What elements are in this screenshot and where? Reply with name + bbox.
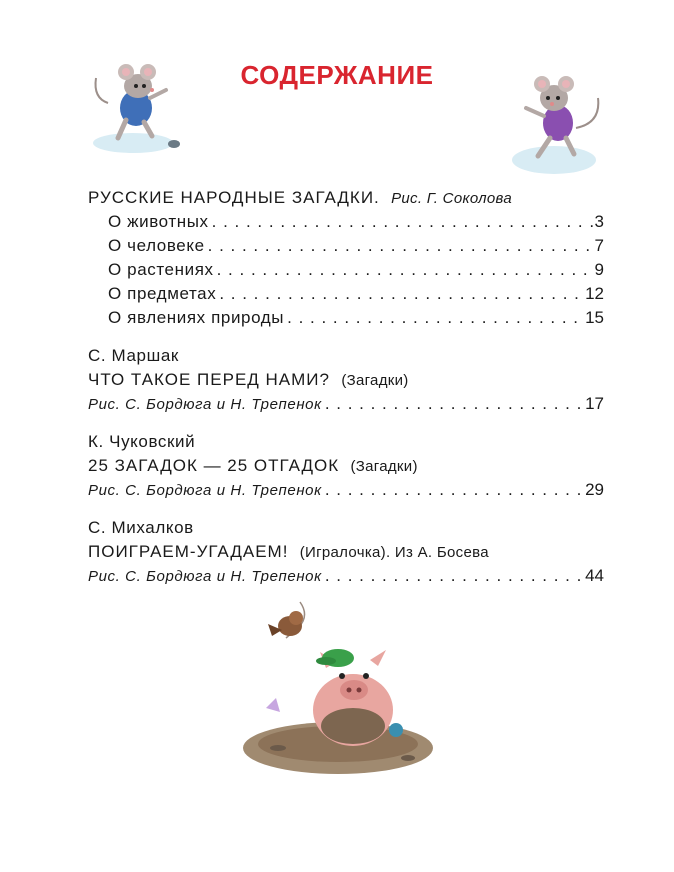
toc-entry[interactable] bbox=[88, 478, 604, 502]
page-number: 9 bbox=[594, 260, 604, 279]
toc-entry[interactable] bbox=[88, 258, 604, 282]
work-note: (Игралочка). Из А. Босева bbox=[299, 544, 489, 561]
work-note: (Загадки) bbox=[350, 458, 418, 475]
page-number: 17 bbox=[585, 394, 604, 413]
section-heading bbox=[88, 186, 604, 210]
toc-entry-label: О явлениях природы bbox=[108, 308, 285, 327]
toc-entry-label: О растениях bbox=[108, 260, 214, 279]
work-title: ЧТО ТАКОЕ ПЕРЕД НАМИ? bbox=[88, 370, 330, 389]
artist-credit: Рис. С. Бордюга и Н. Трепенок bbox=[88, 482, 322, 499]
dot-leader bbox=[208, 234, 593, 258]
page-title: СОДЕРЖАНИЕ bbox=[240, 60, 434, 90]
toc-entry[interactable] bbox=[88, 210, 604, 234]
toc-entry-label: О предметах bbox=[108, 284, 217, 303]
table-of-contents bbox=[88, 186, 604, 588]
work-title-line bbox=[88, 454, 604, 478]
work-title-line bbox=[88, 368, 604, 392]
artist-credit: Рис. С. Бордюга и Н. Трепенок bbox=[88, 396, 322, 413]
work-note: (Загадки) bbox=[341, 372, 409, 389]
dot-leader bbox=[325, 564, 583, 588]
page-number: 3 bbox=[594, 212, 604, 231]
dot-leader bbox=[325, 392, 583, 416]
author-name: К. Чуковский bbox=[88, 432, 196, 451]
page-number: 44 bbox=[585, 566, 604, 585]
pig-in-puddle-illustration bbox=[238, 598, 438, 778]
toc-entry[interactable] bbox=[88, 282, 604, 306]
toc-entry[interactable] bbox=[88, 234, 604, 258]
work-title-line bbox=[88, 540, 604, 564]
dot-leader bbox=[325, 478, 583, 502]
author-name: С. Маршак bbox=[88, 346, 179, 365]
toc-entry-label: О животных bbox=[108, 212, 209, 231]
dot-leader bbox=[217, 258, 593, 282]
work-title: 25 ЗАГАДОК — 25 ОТГАДОК bbox=[88, 456, 340, 475]
dot-leader bbox=[287, 306, 583, 330]
section-title: РУССКИЕ НАРОДНЫЕ ЗАГАДКИ. bbox=[88, 188, 380, 207]
page-number: 15 bbox=[585, 308, 604, 327]
author-name: С. Михалков bbox=[88, 518, 194, 537]
work-title: ПОИГРАЕМ-УГАДАЕМ! bbox=[88, 542, 289, 561]
toc-entry[interactable] bbox=[88, 392, 604, 416]
toc-entry[interactable] bbox=[88, 564, 604, 588]
dot-leader bbox=[212, 210, 593, 234]
page-number: 29 bbox=[585, 480, 604, 499]
toc-entry-label: О человеке bbox=[108, 236, 205, 255]
page-number: 7 bbox=[594, 236, 604, 255]
section-artist: Рис. Г. Соколова bbox=[391, 190, 512, 207]
page-number: 12 bbox=[585, 284, 604, 303]
dot-leader bbox=[219, 282, 583, 306]
mouse-right-illustration bbox=[506, 68, 606, 178]
artist-credit: Рис. С. Бордюга и Н. Трепенок bbox=[88, 568, 322, 585]
mouse-left-illustration bbox=[88, 58, 198, 158]
toc-entry[interactable] bbox=[88, 306, 604, 330]
